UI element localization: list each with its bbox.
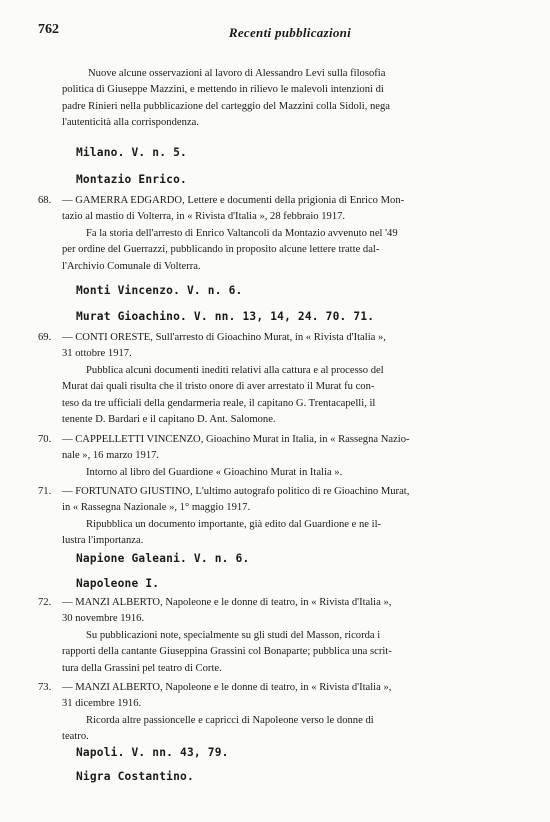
heading-murat: Murat Gioachino. V. nn. 13, 14, 24. 70. 71.: [76, 310, 375, 323]
description-line: lustra l'importanza.: [62, 535, 144, 547]
bibliography-entry-72: [38, 595, 502, 677]
heading-napione: Napione Galeani. V. n. 6.: [76, 552, 250, 565]
description-line: Ripubblica un documento importante, già edito dal Guardione e ne il-: [86, 518, 382, 530]
text-line: padre Rinieri nella pubblicazione del carteggio del Mazzini colla Sidoli, nega: [62, 100, 390, 112]
citation-line: — CAPPELLETTI VINCENZO, Gioachino Murat in Italia, in « Rassegna Nazio-: [62, 434, 410, 445]
citation-line: in « Rassegna Nazionale », 1° maggio 1917.: [62, 502, 251, 514]
running-title: Recenti pubblicazioni: [228, 25, 352, 40]
page-number: 762: [38, 22, 59, 37]
description-line: Su pubblicazioni note, specialmente su gli studi del Masson, ricorda i: [86, 629, 381, 641]
description-line: per ordine del Guerrazzi, pubblicando in proposito alcune lettere tratte dal-: [62, 244, 380, 256]
description-line: l'Archivio Comunale di Volterra.: [62, 260, 201, 272]
description-line: tura della Grassini pel teatro di Corte.: [62, 662, 222, 674]
citation-line: 31 ottobre 1917.: [62, 348, 132, 360]
citation-line: — GAMERRA EDGARDO, Lettere e documenti della prigionia di Enrico Mon-: [62, 195, 405, 206]
entry-number: 68.: [38, 195, 52, 206]
heading-napoleone: Napoleone I.: [76, 577, 160, 590]
description-line: Pubblica alcuni documenti inediti relativi alla cattura e al processo del: [86, 364, 384, 376]
bibliography-entry-68: [38, 193, 502, 275]
description-line: Intorno al libro del Guardione « Gioachino Murat in Italia ».: [86, 466, 343, 478]
citation-line: — MANZI ALBERTO, Napoleone e le donne di teatro, in « Rivista d'Italia »,: [62, 597, 392, 608]
heading-monti: Monti Vincenzo. V. n. 6.: [76, 284, 243, 297]
entry-number: 73.: [38, 682, 52, 693]
bibliography-entry-71: [38, 484, 502, 550]
bibliography-entry-69: [38, 330, 502, 428]
entry-number: 70.: [38, 434, 52, 445]
text-line: politica di Giuseppe Mazzini, e mettendo in rilievo le malevoli intenzioni di: [62, 84, 384, 96]
citation-line: — FORTUNATO GIUSTINO, L'ultimo autografo politico di re Gioachino Murat,: [62, 486, 410, 497]
citation-line: — CONTI ORESTE, Sull'arresto di Gioachino Murat, in « Rivista d'Italia »,: [62, 332, 386, 343]
description-line: Murat dai quali risulta che il tristo onore di aver arrestato il Murat fu con-: [62, 381, 375, 393]
heading-milano: Milano. V. n. 5.: [76, 146, 187, 159]
entry-number: 71.: [38, 486, 52, 497]
description-line: teso da tre ufficiali della gendarmeria reale, il capitano G. Trentacapelli, il: [62, 397, 376, 409]
description-line: tenente D. Bardari e il capitano D. Ant. Salomone.: [62, 414, 276, 426]
citation-line: nale », 16 marzo 1917.: [62, 450, 160, 462]
entry-number: 69.: [38, 332, 52, 343]
citation-line: — MANZI ALBERTO, Napoleone e le donne di teatro, in « Rivista d'Italia »,: [62, 682, 392, 693]
text-line: Nuove alcune osservazioni al lavoro di Alessandro Levi sulla filosofia: [88, 68, 386, 79]
heading-nigra: Nigra Costantino.: [76, 770, 194, 783]
citation-line: 30 novembre 1916.: [62, 613, 145, 625]
heading-napoli: Napoli. V. nn. 43, 79.: [76, 746, 229, 759]
intro-paragraph: [62, 66, 502, 132]
entry-number: 72.: [38, 597, 52, 608]
text-line: l'autenticità alla corrispondenza.: [62, 117, 199, 129]
citation-line: tazio al mastio di Volterra, in « Rivista d'Italia », 28 febbraio 1917.: [62, 211, 346, 223]
description-line: Fa la storia dell'arresto di Enrico Valtancoli da Montazio avvenuto nel '49: [86, 227, 398, 239]
bibliography-entry-73: [38, 680, 502, 746]
citation-line: 31 dicembre 1916.: [62, 698, 142, 710]
description-line: teatro.: [62, 731, 89, 743]
heading-montazio: Montazio Enrico.: [76, 173, 187, 186]
description-line: Ricorda altre passioncelle e capricci di Napoleone verso le donne di: [86, 714, 374, 726]
description-line: rapporti della cantante Giuseppina Grassini col Bonaparte; pubblica una scrit-: [62, 646, 392, 658]
bibliography-entry-70: [38, 432, 502, 481]
